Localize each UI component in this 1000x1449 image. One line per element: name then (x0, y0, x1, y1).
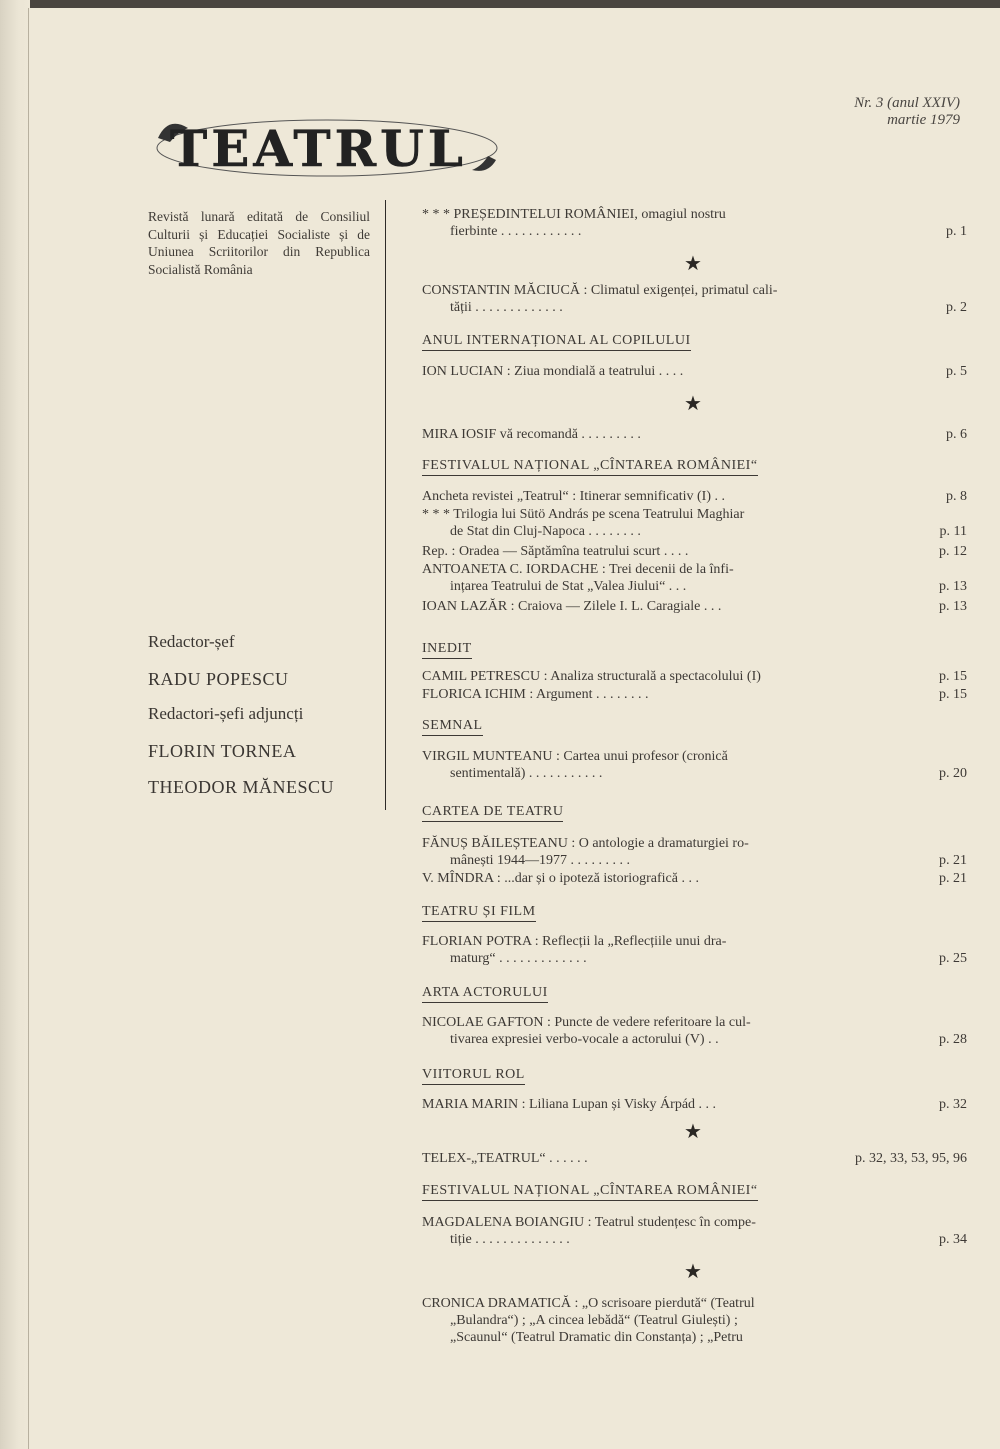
page-top-edge (0, 0, 1000, 8)
page-number: p. 34 (939, 1232, 967, 1247)
star-separator: ★ (684, 253, 702, 275)
toc-entry: CONSTANTIN MĂCIUCĂ : Climatul exigenței, primatul cali- tății . . . . . . . . . . . . . p. 2 (422, 283, 967, 315)
page-number: p. 15 (939, 687, 967, 702)
chief-editor-name: RADU POPESCU (148, 669, 289, 689)
magazine-logo (148, 100, 506, 186)
issue-number: Nr. 3 (anul XXIV) (854, 95, 960, 111)
page-number: p. 2 (946, 300, 967, 315)
page-number: p. 13 (939, 579, 967, 594)
toc-entry: V. MÎNDRA : ...dar și o ipoteză istoriografică . . . p. 21 (422, 871, 967, 886)
toc-entry: MIRA IOSIF vă recomandă . . . . . . . . . p. 6 (422, 427, 967, 442)
page-number: p. 6 (946, 427, 967, 442)
toc-entry: * * * Trilogia lui Sütö András pe scena Teatrului Maghiar de Stat din Cluj-Napoca . . . . . . . . p. 11 (422, 507, 967, 539)
page-number: p. 21 (939, 871, 967, 886)
section-heading: TEATRU ȘI FILM (422, 903, 536, 922)
section-heading: INEDIT (422, 640, 472, 659)
page-number: p. 32 (939, 1097, 967, 1112)
page-number: p. 15 (939, 669, 967, 684)
toc-entry: FLORICA ICHIM : Argument . . . . . . . . p. 15 (422, 687, 967, 702)
publisher-note: Revistă lunară editată de Consiliul Culturii și Educației Socialiste și de Uniunea Scriitorilor din Republica Socialistă România (148, 209, 370, 277)
toc-entry: CRONICA DRAMATICĂ : „O scrisoare pierdută“ (Teatrul „Bulandra“) ; „A cincea lebădă“ (Teatrul Giulești) ; „Scaunul“ (Teatrul Dramatic din Constanța) ; „Petru (422, 1296, 755, 1345)
binding-shadow (0, 0, 30, 1449)
editorial-board (148, 632, 378, 812)
issue-date: martie 1979 (887, 112, 960, 128)
section-heading: FESTIVALUL NAȚIONAL „CÎNTAREA ROMÂNIEI“ (422, 1182, 758, 1201)
toc-entry: Ancheta revistei „Teatrul“ : Itinerar semnificativ (I) . . p. 8 (422, 489, 967, 504)
column-divider (385, 200, 386, 810)
page-number: p. 5 (946, 364, 967, 379)
toc-entry: IOAN LAZĂR : Craiova — Zilele I. L. Caragiale . . . p. 13 (422, 599, 967, 614)
page-number: p. 20 (939, 766, 967, 781)
toc-entry: ANTOANETA C. IORDACHE : Trei decenii de la înfi- ințarea Teatrului de Stat „Valea Jiului“ . . . p. 13 (422, 562, 967, 594)
toc-entry: CAMIL PETRESCU : Analiza structurală a spectacolului (I) p. 15 (422, 669, 967, 684)
binding-line (28, 8, 29, 1449)
deputy-editor-name: THEODOR MĂNESCU (148, 777, 335, 797)
star-separator: ★ (684, 1121, 702, 1143)
deputy-editors-label: Redactori-șefi adjuncți (148, 704, 304, 723)
toc-entry: Rep. : Oradea — Săptămîna teatrului scurt . . . . p. 12 (422, 544, 967, 559)
section-heading: SEMNAL (422, 717, 483, 736)
toc-entry: FLORIAN POTRA : Reflecții la „Reflecțiile unui dra- maturg“ . . . . . . . . . . . . . p. 25 (422, 934, 967, 966)
toc-entry: ION LUCIAN : Ziua mondială a teatrului . . . . p. 5 (422, 364, 967, 379)
toc-entry: MARIA MARIN : Liliana Lupan și Visky Árpád . . . p. 32 (422, 1097, 967, 1112)
page-number: p. 32, 33, 53, 95, 96 (855, 1151, 967, 1166)
page-number: p. 21 (939, 853, 967, 868)
toc-entry: MAGDALENA BOIANGIU : Teatrul studențesc în compe- tiție . . . . . . . . . . . . . . p. 34 (422, 1215, 967, 1247)
star-separator: ★ (684, 1261, 702, 1283)
section-heading: VIITORUL ROL (422, 1066, 525, 1085)
magazine-title: TEATRUL (170, 119, 467, 178)
toc-entry: NICOLAE GAFTON : Puncte de vedere referitoare la cul- tivarea expresiei verbo-vocale a actorului (V) . . p. 28 (422, 1015, 967, 1047)
toc-entry: FĂNUȘ BĂILEȘTEANU : O antologie a dramaturgiei ro- mânești 1944—1977 . . . . . . . . . p. 21 (422, 836, 967, 868)
page-number: p. 11 (939, 524, 967, 539)
toc-entry: VIRGIL MUNTEANU : Cartea unui profesor (cronică sentimentală) . . . . . . . . . . . p. 20 (422, 749, 967, 781)
page-number: p. 12 (939, 544, 967, 559)
issue-info (790, 95, 960, 129)
star-separator: ★ (684, 393, 702, 415)
section-heading: ANUL INTERNAȚIONAL AL COPILULUI (422, 332, 691, 351)
toc-entry: TELEX-„TEATRUL“ . . . . . . p. 32, 33, 53, 95, 96 (422, 1151, 967, 1166)
page-number: p. 8 (946, 489, 967, 504)
page-number: p. 1 (946, 224, 967, 239)
page-number: p. 25 (939, 951, 967, 966)
toc-entry: * * * PREȘEDINTELUI ROMÂNIEI, omagiul nostru fierbinte . . . . . . . . . . . . p. 1 (422, 207, 967, 239)
chief-editor-label: Redactor-șef (148, 632, 235, 651)
page-number: p. 13 (939, 599, 967, 614)
section-heading: ARTA ACTORULUI (422, 984, 548, 1003)
deputy-editor-name: FLORIN TORNEA (148, 741, 297, 761)
section-heading: CARTEA DE TEATRU (422, 803, 563, 822)
page-number: p. 28 (939, 1032, 967, 1047)
section-heading: FESTIVALUL NAȚIONAL „CÎNTAREA ROMÂNIEI“ (422, 457, 758, 476)
